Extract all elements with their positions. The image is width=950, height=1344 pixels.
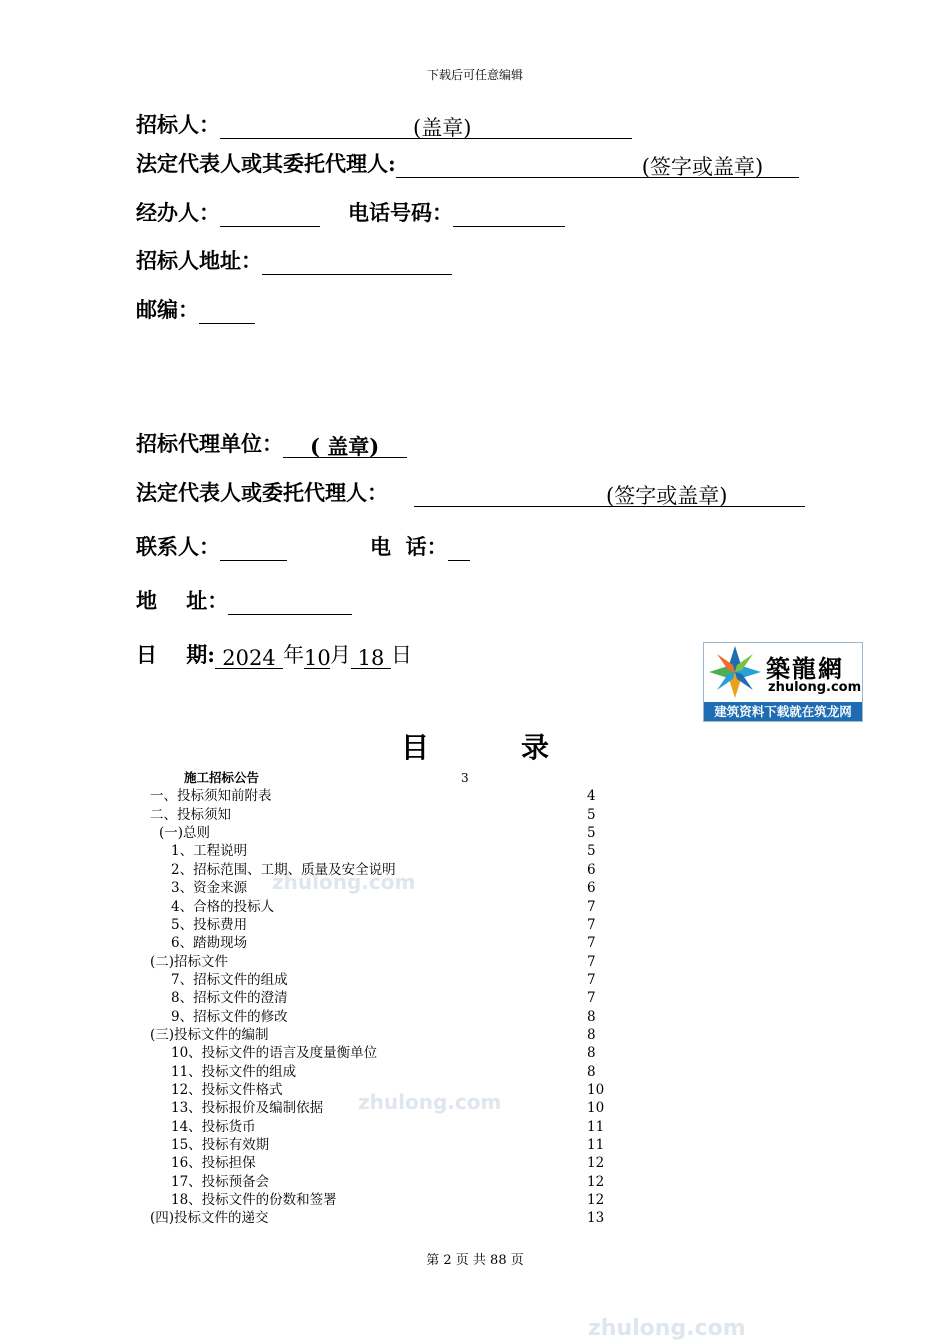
date-day: 18 xyxy=(357,646,385,670)
toc-item[interactable] xyxy=(0,934,950,952)
date-month-field[interactable] xyxy=(304,644,330,669)
toc-item-page: 6 xyxy=(587,880,596,897)
watermark: zhulong.com xyxy=(272,870,416,894)
toc-item[interactable] xyxy=(0,879,950,897)
toc-item-page: 13 xyxy=(587,1210,605,1227)
tenderer-line xyxy=(136,111,632,139)
toc-item-page: 3 xyxy=(461,771,469,785)
toc-item[interactable] xyxy=(0,824,950,842)
agent-phone-field[interactable] xyxy=(448,536,470,561)
toc-item[interactable] xyxy=(0,989,950,1007)
watermark: zhulong.com xyxy=(588,1316,746,1341)
toc-item[interactable] xyxy=(0,1026,950,1044)
toc-item-page: 10 xyxy=(587,1082,605,1098)
logo-slogan: 建筑资料下载就在筑龙网 xyxy=(704,702,862,721)
handler-field[interactable] xyxy=(220,202,320,227)
postcode-field[interactable] xyxy=(199,299,255,324)
toc-item-page: 5 xyxy=(587,825,596,841)
date-month: 10 xyxy=(304,646,331,670)
toc-item-label: 10、投标文件的语言及度量衡单位 xyxy=(171,1045,378,1062)
toc-item-page: 7 xyxy=(587,916,596,933)
tenderer-handler-line xyxy=(136,199,320,227)
toc-item-label: 5、投标费用 xyxy=(171,916,248,933)
toc-item[interactable] xyxy=(0,1173,950,1191)
toc-item-label: 6、踏勘现场 xyxy=(171,935,248,952)
toc-item-label: 7、招标文件的组成 xyxy=(171,971,288,988)
toc-item-label: (二)招标文件 xyxy=(150,953,229,970)
toc-item[interactable] xyxy=(0,1008,950,1026)
tenderer-legal-rep-sign-text: (签字或盖章) xyxy=(641,155,764,179)
toc-item[interactable] xyxy=(0,971,950,989)
toc-item-page: 12 xyxy=(587,1192,605,1208)
contact-label: 联系人： xyxy=(136,534,220,559)
tenderer-legal-rep-line xyxy=(136,150,799,178)
toc-item[interactable] xyxy=(0,842,950,860)
agent-address-field[interactable] xyxy=(228,590,352,615)
tenderer-address-line xyxy=(136,247,452,275)
toc-item-page: 7 xyxy=(587,971,596,988)
toc-item-page: 12 xyxy=(587,1155,605,1172)
date-line xyxy=(136,641,412,669)
toc-item[interactable] xyxy=(0,1209,950,1227)
date-day-unit: 日 xyxy=(391,643,412,667)
toc-item-page: 8 xyxy=(587,1045,596,1062)
agent-legal-rep-line xyxy=(136,479,388,507)
toc-item-label: 9、招标文件的修改 xyxy=(171,1008,288,1025)
agent-legal-rep-sign-text: (签字或盖章) xyxy=(606,484,728,508)
toc-item[interactable] xyxy=(0,861,950,879)
agent-legal-rep-field[interactable] xyxy=(414,479,805,507)
tenderer-seal-text: (盖章) xyxy=(413,116,472,140)
toc-item-page: 11 xyxy=(587,1118,605,1135)
toc-title: 目录 xyxy=(400,731,641,764)
toc-item-label: (四)投标文件的递交 xyxy=(150,1210,269,1227)
zhulong-logo[interactable] xyxy=(703,642,863,722)
toc-item-page: 11 xyxy=(587,1137,605,1153)
tenderer-label: 招标人： xyxy=(136,112,220,137)
page-footer: 第 2 页 共 88 页 xyxy=(426,1253,524,1268)
agent-seal-text: ( 盖章) xyxy=(310,434,380,459)
toc-item-page: 8 xyxy=(587,1063,596,1080)
date-year: 2024 xyxy=(222,646,276,670)
toc-item-page: 12 xyxy=(587,1173,605,1190)
toc-item-label: 17、投标预备会 xyxy=(171,1173,270,1190)
tenderer-phone-label: 电话号码： xyxy=(348,200,453,225)
logo-en-name: zhulong.com xyxy=(768,680,862,695)
toc-item-page: 7 xyxy=(587,898,596,915)
toc-item-label: 14、投标货币 xyxy=(171,1118,256,1135)
logo-star-icon xyxy=(706,643,764,701)
toc-item[interactable] xyxy=(0,1191,950,1209)
toc-item[interactable] xyxy=(0,1154,950,1172)
toc-item-label: 3、资金来源 xyxy=(171,880,248,897)
agent-line xyxy=(136,430,407,458)
date-day-field[interactable] xyxy=(351,644,391,669)
toc-item[interactable] xyxy=(0,1136,950,1154)
toc-item-page: 7 xyxy=(587,990,596,1007)
toc-item-page: 7 xyxy=(587,953,596,970)
agent-address-line xyxy=(136,587,352,615)
header-note: 下载后可任意编辑 xyxy=(426,68,523,82)
toc-item[interactable] xyxy=(0,787,950,805)
toc-item[interactable] xyxy=(0,1081,950,1099)
postcode-label: 邮编： xyxy=(136,297,199,322)
toc-item-label: 4、合格的投标人 xyxy=(171,898,275,915)
agent-legal-rep-label: 法定代表人或委托代理人： xyxy=(136,480,388,505)
contact-field[interactable] xyxy=(220,536,287,561)
toc-item-page: 7 xyxy=(587,935,596,952)
toc-item-page: 8 xyxy=(587,1008,596,1025)
date-year-field[interactable] xyxy=(215,644,283,669)
toc-item[interactable] xyxy=(0,898,950,916)
tenderer-legal-rep-field[interactable] xyxy=(396,153,799,178)
toc-item[interactable] xyxy=(0,806,950,824)
tenderer-seal-field[interactable] xyxy=(220,114,632,139)
logo-cn-name: 築龍網 xyxy=(766,654,844,683)
toc-item-label: 1、工程说明 xyxy=(171,843,248,860)
toc-item-page: 4 xyxy=(587,788,596,805)
toc-item[interactable] xyxy=(0,1044,950,1062)
tenderer-address-label: 招标人地址： xyxy=(136,248,262,273)
toc-item-label: 2、招标范围、工期、质量及安全说明 xyxy=(171,861,396,878)
toc-item-label: 施工招标公告 xyxy=(184,770,260,785)
date-year-unit: 年 xyxy=(283,643,304,667)
toc-item-page: 10 xyxy=(587,1100,605,1117)
tenderer-address-field[interactable] xyxy=(262,250,452,275)
toc-item-label: 18、投标文件的份数和签署 xyxy=(171,1192,337,1208)
toc-item[interactable] xyxy=(0,1063,950,1081)
toc-item[interactable] xyxy=(0,769,950,787)
toc-item-label: 16、投标担保 xyxy=(171,1155,256,1172)
postcode-line xyxy=(136,296,255,324)
toc-item[interactable] xyxy=(0,953,950,971)
toc-item-label: (一)总则 xyxy=(159,825,211,841)
date-label: 日 期: xyxy=(136,642,215,667)
handler-label: 经办人： xyxy=(136,200,220,225)
toc-item-label: 二、投标须知 xyxy=(150,806,231,823)
toc-item-label: 一、投标须知前附表 xyxy=(150,788,272,805)
toc-item-label: 8、招标文件的澄清 xyxy=(171,990,288,1007)
toc-item[interactable] xyxy=(0,1099,950,1117)
agent-phone-label: 电 话： xyxy=(370,534,448,559)
agent-label: 招标代理单位： xyxy=(136,431,283,456)
toc-item[interactable] xyxy=(0,916,950,934)
toc-item-label: 13、投标报价及编制依据 xyxy=(171,1100,324,1117)
toc-item-label: 15、投标有效期 xyxy=(171,1137,270,1153)
toc-item-page: 8 xyxy=(587,1026,596,1043)
toc-item-label: (三)投标文件的编制 xyxy=(150,1026,269,1043)
agent-contact-line xyxy=(136,533,287,561)
toc-item-page: 5 xyxy=(587,843,596,860)
tenderer-phone-line xyxy=(348,199,565,227)
toc-item-page: 6 xyxy=(587,861,596,878)
toc-item-label: 11、投标文件的组成 xyxy=(171,1063,297,1080)
agent-seal-field[interactable] xyxy=(283,433,407,458)
tenderer-legal-rep-label: 法定代表人或其委托代理人: xyxy=(136,151,396,176)
watermark: zhulong.com xyxy=(358,1090,502,1114)
agent-address-label: 地 址： xyxy=(136,588,229,613)
toc-item-label: 12、投标文件格式 xyxy=(171,1082,283,1098)
agent-phone-line xyxy=(370,533,470,561)
toc-item-page: 5 xyxy=(587,806,596,823)
date-month-unit: 月 xyxy=(330,643,351,667)
toc-item[interactable] xyxy=(0,1118,950,1136)
tenderer-phone-field[interactable] xyxy=(453,202,565,227)
